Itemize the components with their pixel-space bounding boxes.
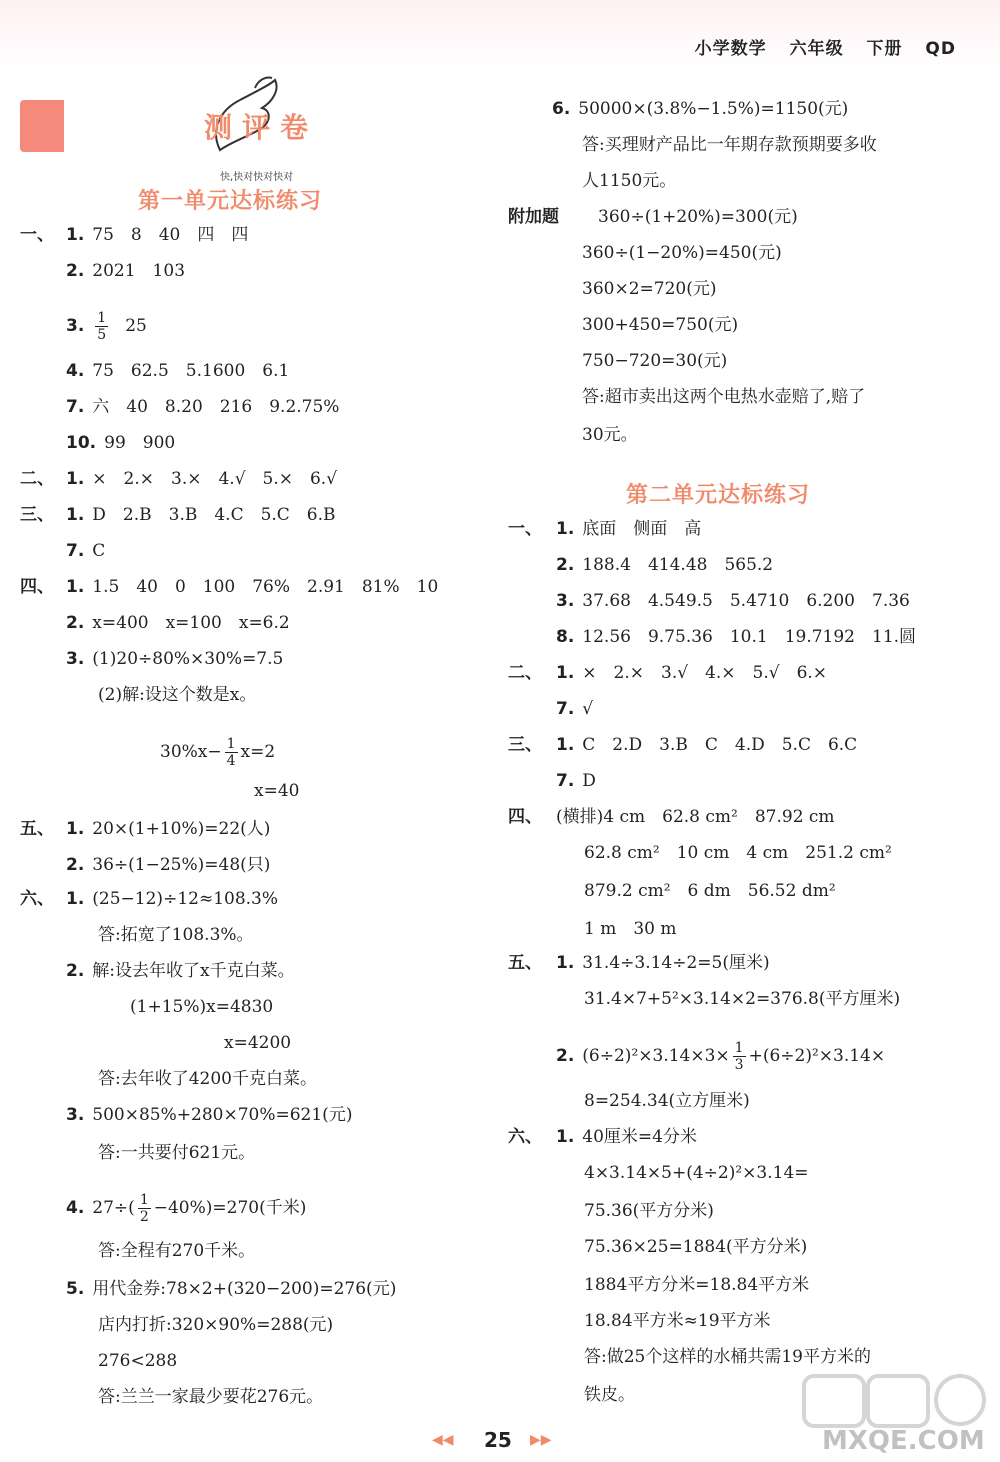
answer-text: 用代金券:78×2+(320−200)=276(元) <box>92 1279 397 1299</box>
answer-text: 31.4×7+5²×3.14×2=376.8(平方厘米) <box>584 989 901 1009</box>
answer-text: D 2.B 3.B 4.C 5.C 6.B <box>92 505 336 525</box>
answer-text: 300+450=750(元) <box>582 315 739 335</box>
watermark-text: MXQE.COM <box>822 1426 985 1456</box>
question-number: 2. <box>556 1046 575 1066</box>
answer-text: 答:全程有270千米。 <box>98 1241 256 1261</box>
question-number: 2. <box>66 961 85 981</box>
answer-text: (横排)4 cm 62.8 cm² 87.92 cm <box>556 807 835 827</box>
question-number: 1. <box>556 1127 575 1147</box>
question-number: 4. <box>66 1198 85 1218</box>
answer-text: 18.84平方米≈19平方米 <box>584 1311 771 1331</box>
header-subject: 小学数学 <box>694 39 767 59</box>
answer-text: 40厘米=4分米 <box>582 1127 697 1147</box>
question-number: 3. <box>556 591 575 611</box>
answer-text: 25 <box>125 316 147 336</box>
answer-text: 答:兰兰一家最少要花276元。 <box>98 1387 324 1407</box>
answer-text-cont: +(6÷2)²×3.14× <box>748 1046 886 1066</box>
answer-text: 8=254.34(立方厘米) <box>584 1091 750 1111</box>
badge-title: 测评卷 <box>204 111 319 144</box>
section-label: 三、 <box>508 735 542 755</box>
answer-text: 75 8 40 四 四 <box>92 225 249 245</box>
question-number: 3. <box>66 316 85 336</box>
question-number: 2. <box>66 613 85 633</box>
answer-text: 360×2=720(元) <box>582 279 717 299</box>
answer-text: 铁皮。 <box>584 1385 635 1405</box>
answer-text: 2021 103 <box>92 261 186 281</box>
question-number: 2. <box>556 555 575 575</box>
question-number: 7. <box>66 397 85 417</box>
answer-text: 1884平方分米=18.84平方米 <box>584 1275 810 1295</box>
question-number: 1. <box>556 519 575 539</box>
answer-text: 答:去年收了4200千克白菜。 <box>98 1069 317 1089</box>
section-label: 三、 <box>20 505 54 525</box>
answer-text: 36÷(1−25%)=48(只) <box>92 855 271 875</box>
answer-text: 答:买理财产品比一年期存款预期要多收 <box>582 135 877 155</box>
unit1-title: 第一单元达标练习 <box>138 189 323 214</box>
answer-text-cont: x=2 <box>240 742 276 762</box>
answer-text: 360÷(1+20%)=300(元) <box>598 207 798 227</box>
answer-text: (2)解:设这个数是x。 <box>98 685 257 705</box>
section-label: 五、 <box>508 953 542 973</box>
answer-text: 75.36(平方分米) <box>584 1201 714 1221</box>
question-number: 1. <box>66 819 85 839</box>
question-number: 1. <box>66 889 85 909</box>
answer-text: x=40 <box>254 781 300 801</box>
question-number: 7. <box>66 541 85 561</box>
section-label: 四、 <box>508 807 542 827</box>
question-number: 1. <box>66 469 85 489</box>
answer-text: 1 m 30 m <box>584 919 677 939</box>
question-number: 5. <box>66 1279 85 1299</box>
answer-text: 31.4÷3.14÷2=5(厘米) <box>582 953 770 973</box>
question-number: 2. <box>66 855 85 875</box>
page-header <box>679 34 956 59</box>
answer-text: (1+15%)x=4830 <box>130 997 274 1017</box>
answer-text: 20×(1+10%)=22(人) <box>92 819 271 839</box>
question-number: 1. <box>556 663 575 683</box>
answer-text: 75.36×25=1884(平方分米) <box>584 1237 808 1257</box>
fraction: $\frac{1}{2}$ <box>139 1192 149 1225</box>
answer-text: 360÷(1−20%)=450(元) <box>582 243 782 263</box>
answer-text: 六 40 8.20 216 9.2.75% <box>92 397 340 417</box>
answer-text: 答:超市卖出这两个电热水壶赔了,赔了 <box>582 387 866 407</box>
question-number: 8. <box>556 627 575 647</box>
header-edition: QD <box>925 39 956 59</box>
section-label: 六、 <box>508 1127 542 1147</box>
answer-text: x=400 x=100 x=6.2 <box>92 613 290 633</box>
pink-tab-marker <box>20 100 64 152</box>
answer-text: × 2.× 3.√ 4.× 5.√ 6.× <box>582 663 828 683</box>
section-label: 一、 <box>20 225 54 245</box>
section-label: 一、 <box>508 519 542 539</box>
answer-text: 答:做25个这样的水桶共需19平方米的 <box>584 1347 871 1367</box>
section-label: 二、 <box>508 663 542 683</box>
answer-text: 99 900 <box>104 433 176 453</box>
answer-text: √ <box>582 699 594 719</box>
question-number: 6. <box>552 99 571 119</box>
answer-text: (1)20÷80%×30%=7.5 <box>92 649 284 669</box>
section-label: 二、 <box>20 469 54 489</box>
header-grade: 六年级 <box>789 39 844 59</box>
fraction: $\frac{1}{4}$ <box>226 736 236 769</box>
answer-text: 解:设去年收了x千克白菜。 <box>92 961 295 981</box>
fraction: $\frac{1}{3}$ <box>734 1040 744 1073</box>
section-label: 五、 <box>20 819 54 839</box>
question-number: 1. <box>556 953 575 973</box>
answer-text: 答:拓宽了108.3%。 <box>98 925 254 945</box>
answer-text: 1.5 40 0 100 76% 2.91 81% 10 <box>92 577 439 597</box>
question-number: 1. <box>66 225 85 245</box>
answer-text-cont: −40%)=270(千米) <box>153 1198 307 1218</box>
answer-text: × 2.× 3.× 4.√ 5.× 6.√ <box>92 469 338 489</box>
prev-arrows-icon: ◀◀ <box>432 1432 454 1448</box>
answer-text: 答:一共要付621元。 <box>98 1143 256 1163</box>
page-number: 25 <box>484 1428 512 1452</box>
answer-text: (6÷2)²×3.14×3× <box>582 1046 730 1066</box>
answer-text: 75 62.5 5.1600 6.1 <box>92 361 290 381</box>
answer-text: 62.8 cm² 10 cm 4 cm 251.2 cm² <box>584 843 892 863</box>
answer-text: 276<288 <box>98 1351 178 1371</box>
badge-subtitle: 快,快对快对快对 <box>220 172 294 183</box>
section-label: 附加题 <box>508 207 559 227</box>
header-volume: 下册 <box>866 39 903 59</box>
answer-text: 30%x− <box>160 742 222 762</box>
answer-text: C <box>92 541 106 561</box>
question-number: 3. <box>66 1105 85 1125</box>
answer-text: 37.68 4.549.5 5.4710 6.200 7.36 <box>582 591 910 611</box>
answer-text: 27÷( <box>92 1198 135 1218</box>
answer-text: (25−12)÷12≈108.3% <box>92 889 279 909</box>
section-label: 四、 <box>20 577 54 597</box>
question-number: 7. <box>556 699 575 719</box>
answer-text: 750−720=30(元) <box>582 351 728 371</box>
question-number: 4. <box>66 361 85 381</box>
question-number: 1. <box>66 577 85 597</box>
answer-text: 50000×(3.8%−1.5%)=1150(元) <box>578 99 849 119</box>
answer-text: 4×3.14×5+(4÷2)²×3.14= <box>584 1163 809 1183</box>
question-number: 10. <box>66 433 97 453</box>
question-number: 2. <box>66 261 85 281</box>
question-number: 3. <box>66 649 85 669</box>
next-arrows-icon: ▶▶ <box>530 1432 552 1448</box>
answer-text: C 2.D 3.B C 4.D 5.C 6.C <box>582 735 858 755</box>
answer-text: 店内打折:320×90%=288(元) <box>98 1315 334 1335</box>
fraction: $\frac{1}{5}$ <box>97 310 107 343</box>
question-number: 1. <box>556 735 575 755</box>
unit2-title: 第二单元达标练习 <box>626 483 811 508</box>
question-number: 1. <box>66 505 85 525</box>
answer-text: x=4200 <box>224 1033 292 1053</box>
answer-text: 879.2 cm² 6 dm 56.52 dm² <box>584 881 836 901</box>
section-label: 六、 <box>20 889 54 909</box>
answer-text: 人1150元。 <box>582 171 677 191</box>
answer-text: 500×85%+280×70%=621(元) <box>92 1105 353 1125</box>
answer-text: 30元。 <box>582 425 638 445</box>
answer-text: 188.4 414.48 565.2 <box>582 555 774 575</box>
answer-text: 底面 侧面 高 <box>582 519 702 539</box>
answer-text: 12.56 9.75.36 10.1 19.7192 11.圆 <box>582 627 917 647</box>
answer-text: D <box>582 771 596 791</box>
question-number: 7. <box>556 771 575 791</box>
